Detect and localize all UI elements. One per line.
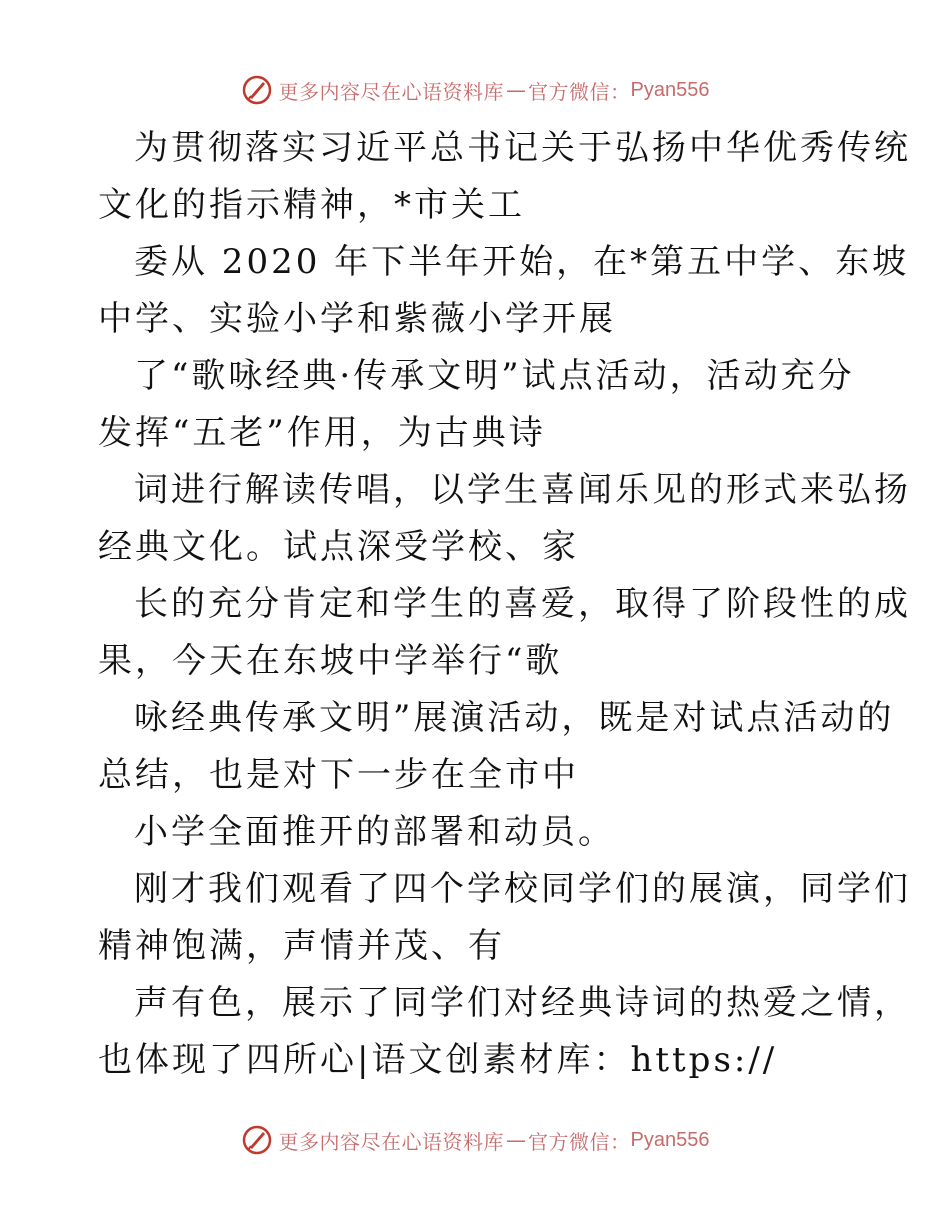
body-line-3: 委从 2020 年下半年开始，在*第五中学、东坡 bbox=[134, 242, 910, 282]
body-line-11: 咏经典传承文明”展演活动，既是对试点活动的 bbox=[134, 698, 895, 738]
body-line-10: 果，今天在东坡中学举行“歌 bbox=[98, 641, 563, 681]
footer-wechat-id: Pyan556 bbox=[630, 1128, 710, 1151]
footer-banner-text: 更多内容尽在心语资料库 bbox=[278, 1129, 505, 1154]
body-line-16: 声有色，展示了同学们对经典诗词的热爱之情， bbox=[134, 983, 911, 1023]
body-line-1: 为贯彻落实习近平总书记关于弘扬中华优秀传统 bbox=[134, 128, 911, 168]
body-line-4: 中学、实验小学和紫薇小学开展 bbox=[98, 299, 616, 339]
quill-pen-icon bbox=[241, 1124, 273, 1156]
footer-banner-separator: — bbox=[506, 1128, 527, 1152]
body-line-9: 长的充分肯定和学生的喜爱，取得了阶段性的成 bbox=[134, 584, 911, 624]
body-line-2: 文化的指示精神，*市关工 bbox=[98, 185, 525, 225]
footer-banner bbox=[0, 1120, 950, 1160]
header-banner bbox=[0, 70, 950, 110]
header-banner-text: 更多内容尽在心语资料库 bbox=[278, 79, 505, 104]
body-line-14: 刚才我们观看了四个学校同学们的展演，同学们 bbox=[134, 869, 911, 909]
footer-banner-label: 官方微信： bbox=[528, 1129, 631, 1154]
body-line-6: 发挥“五老”作用，为古典诗 bbox=[98, 413, 546, 453]
body-line-12: 总结，也是对下一步在全市中 bbox=[98, 755, 579, 795]
header-banner-separator: — bbox=[506, 78, 527, 102]
document-body bbox=[98, 120, 911, 1089]
body-line-5: 了“歌咏经典·传承文明”试点活动，活动充分 bbox=[134, 356, 855, 396]
body-line-17: 也体现了四所心|语文创素材库：https:// bbox=[98, 1040, 778, 1080]
body-line-13: 小学全面推开的部署和动员。 bbox=[134, 812, 615, 852]
header-banner-label: 官方微信： bbox=[528, 79, 631, 104]
quill-pen-icon bbox=[241, 74, 273, 106]
body-line-8: 经典文化。试点深受学校、家 bbox=[98, 527, 579, 567]
body-line-15: 精神饱满，声情并茂、有 bbox=[98, 926, 505, 966]
body-line-7: 词进行解读传唱，以学生喜闻乐见的形式来弘扬 bbox=[134, 470, 911, 510]
header-wechat-id: Pyan556 bbox=[630, 78, 710, 101]
